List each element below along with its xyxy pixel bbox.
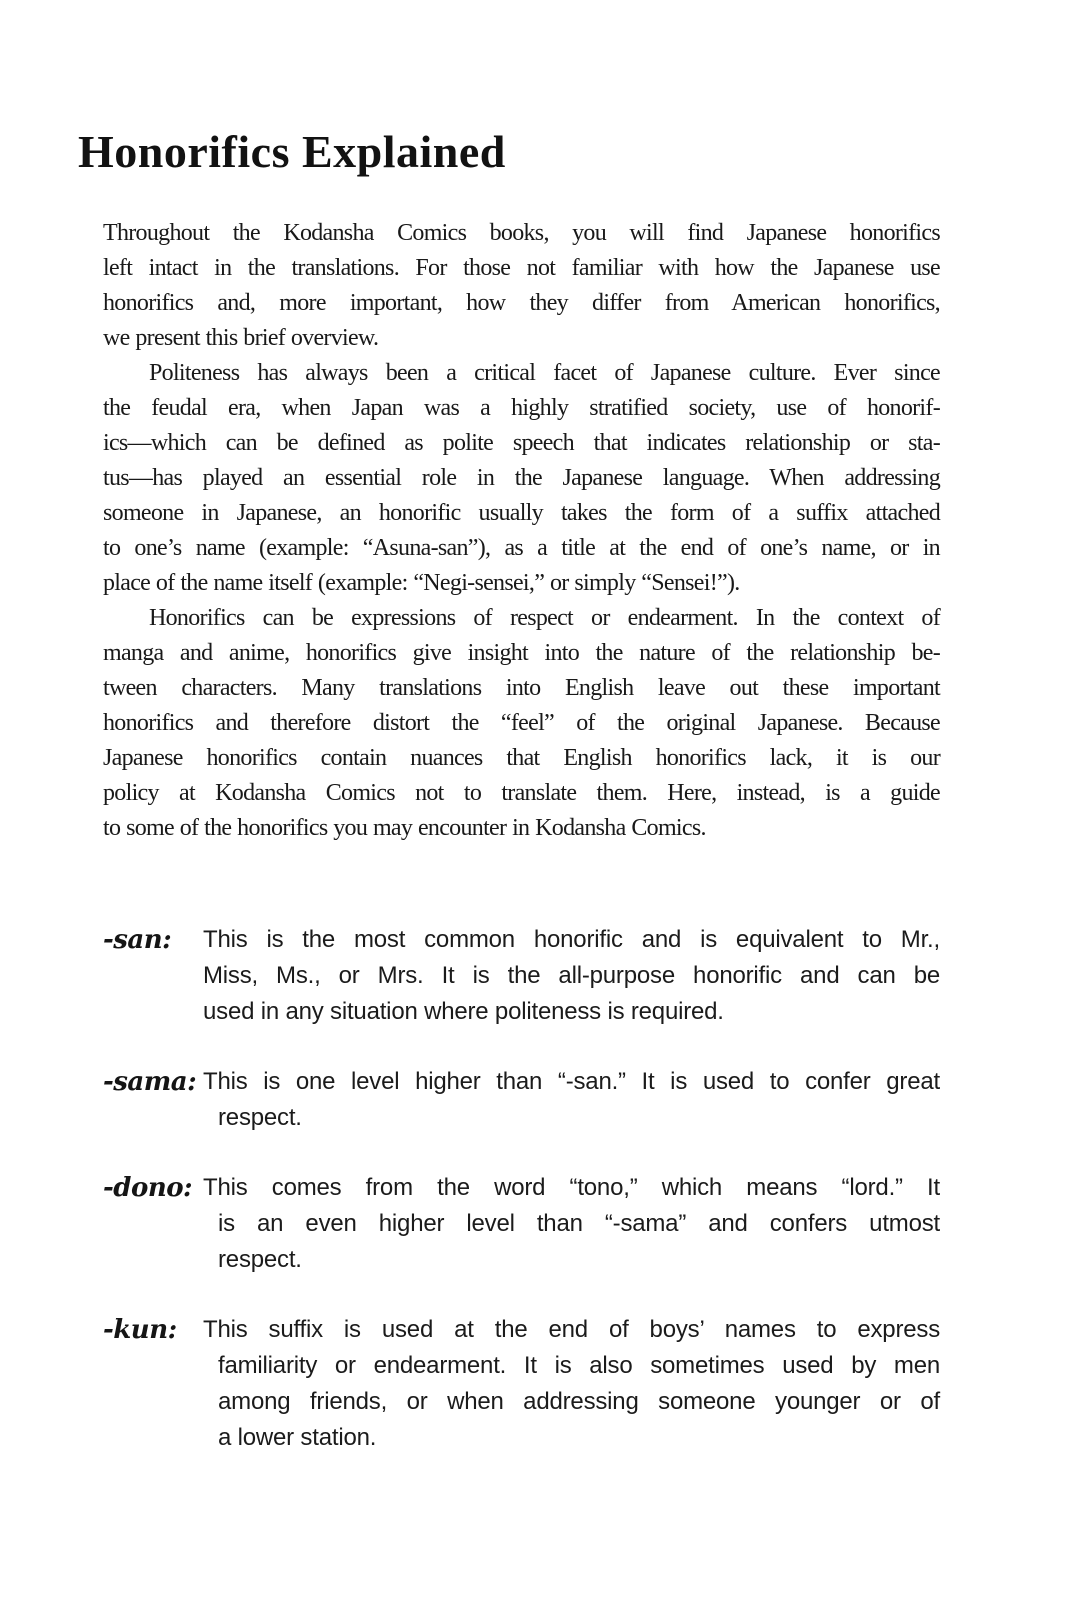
- text-line: tus—has played an essential role in the Japanese language. When addressing: [103, 465, 940, 492]
- text-line: someone in Japanese, an honorific usually takes the form of a suffix attached: [103, 500, 940, 527]
- paragraph: [103, 356, 940, 601]
- text-line: to one’s name (example: “Asuna-san”), as a title at the end of one’s name, or in: [103, 535, 940, 562]
- text-line: ics—which can be defined as polite speech that indicates relationship or sta-: [103, 430, 940, 457]
- text-line: Politeness has always been a critical facet of Japanese culture. Ever since: [149, 360, 940, 387]
- text-line: familiarity or endearment. It is also sometimes used by men: [218, 1352, 940, 1380]
- text-line: a lower station.: [218, 1424, 377, 1452]
- text-line: This suffix is used at the end of boys’ names to express: [203, 1316, 940, 1344]
- honorific-description: [203, 1064, 940, 1136]
- honorific-description: [203, 922, 940, 1030]
- text-line: respect.: [218, 1104, 302, 1132]
- text-line: Honorifics can be expressions of respect or endearment. In the context of: [149, 605, 940, 632]
- text-line: honorifics and therefore distort the “feel” of the original Japanese. Because: [103, 710, 940, 737]
- text-line: tween characters. Many translations into English leave out these important: [103, 675, 940, 702]
- text-line: Throughout the Kodansha Comics books, you will find Japanese honorifics: [103, 220, 940, 247]
- text-line: the feudal era, when Japan was a highly stratified society, use of honorif-: [103, 395, 940, 422]
- honorific-entry-sama: [103, 1064, 940, 1136]
- text-line: used in any situation where politeness is required.: [203, 998, 724, 1026]
- honorifics-glossary: [103, 922, 940, 1456]
- text-line: respect.: [218, 1246, 302, 1274]
- honorific-entry-dono: [103, 1170, 940, 1278]
- text-line: among friends, or when addressing someone younger or of: [218, 1388, 940, 1416]
- text-line: This is the most common honorific and is equivalent to Mr.,: [203, 926, 940, 954]
- honorific-description: [203, 1170, 940, 1278]
- paragraph: [103, 601, 940, 846]
- honorific-term: -dono:: [103, 1173, 193, 1204]
- honorific-entry-san: [103, 922, 940, 1030]
- text-line: place of the name itself (example: “Negi-sensei,” or simply “Sensei!”).: [103, 570, 740, 597]
- text-line: Miss, Ms., or Mrs. It is the all-purpose honorific and can be: [203, 962, 940, 990]
- honorific-term: -sama:: [103, 1067, 197, 1098]
- text-line: left intact in the translations. For those not familiar with how the Japanese use: [103, 255, 940, 282]
- text-line: we present this brief overview.: [103, 325, 379, 352]
- text-line: This is one level higher than “-san.” It is used to confer great: [203, 1068, 940, 1096]
- text-line: honorifics and, more important, how they differ from American honorifics,: [103, 290, 940, 317]
- honorific-term: -san:: [103, 925, 172, 956]
- text-line: policy at Kodansha Comics not to translate them. Here, instead, is a guide: [103, 780, 940, 807]
- text-line: This comes from the word “tono,” which means “lord.” It: [203, 1174, 940, 1202]
- text-line: manga and anime, honorifics give insight into the nature of the relationship be-: [103, 640, 940, 667]
- honorific-entry-kun: [103, 1312, 940, 1456]
- text-line: to some of the honorifics you may encounter in Kodansha Comics.: [103, 815, 706, 842]
- intro-text: [103, 216, 940, 846]
- text-line: Japanese honorifics contain nuances that English honorifics lack, it is our: [103, 745, 940, 772]
- honorific-term: -kun:: [103, 1315, 177, 1346]
- text-line: is an even higher level than “-sama” and confers utmost: [218, 1210, 940, 1238]
- page-title: Honorifics Explained: [78, 126, 506, 177]
- honorific-description: [203, 1312, 940, 1456]
- paragraph: [103, 216, 940, 356]
